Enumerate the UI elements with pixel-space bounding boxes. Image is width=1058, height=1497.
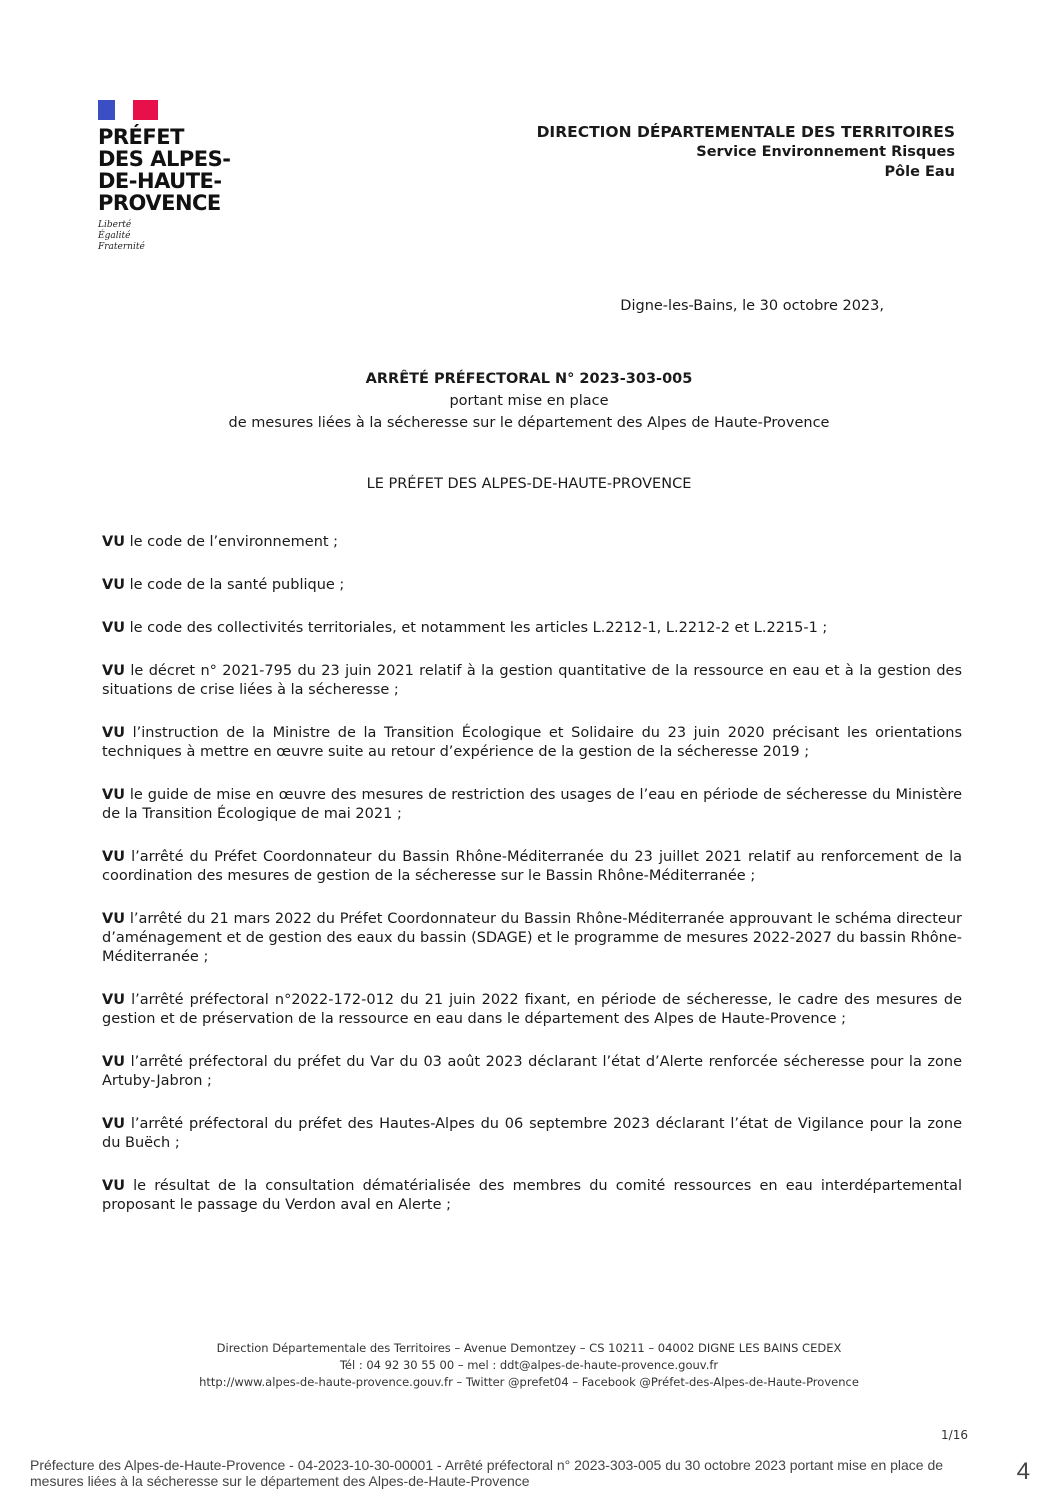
vu-keyword: VU <box>102 910 125 927</box>
vu-item <box>102 786 962 824</box>
vu-text: le résultat de la consultation dématérialisée des membres du comité ressources en eau interdépartemental proposant le passage du Verdon aval en Alerte ; <box>102 1177 962 1213</box>
logo-name-line: DES ALPES- <box>98 147 231 171</box>
vu-keyword: VU <box>102 786 125 803</box>
vu-keyword: VU <box>102 1053 125 1070</box>
motto-line: Égalité <box>98 231 131 241</box>
logo-name-line: DE-HAUTE- <box>98 169 222 193</box>
vu-item <box>102 1115 962 1153</box>
vu-text: le code des collectivités territoriales, et notamment les articles L.2212-1, L.2212-2 et L.2215-1 ; <box>129 619 828 636</box>
vu-keyword: VU <box>102 1115 125 1132</box>
french-flag-icon <box>98 100 158 120</box>
document-caption: Préfecture des Alpes-de-Haute-Provence - 04-2023-10-30-00001 - Arrêté préfectoral n° 2023-303-005 du 30 octobre 2023 portant mise en place de mesures liées à la sécheresse sur le département des Alpes-de-Haute-Provence <box>30 1457 944 1489</box>
vu-keyword: VU <box>102 576 125 593</box>
vu-text: l’arrêté préfectoral du préfet du Var du 03 août 2023 déclarant l’état d’Alerte renforcée sécheresse pour la zone Artuby-Jabron ; <box>102 1053 963 1089</box>
vu-keyword: VU <box>102 619 125 636</box>
vu-item <box>102 1177 962 1215</box>
vu-item <box>102 533 962 552</box>
vu-text: le décret n° 2021-795 du 23 juin 2021 relatif à la gestion quantitative de la ressource en eau et à la gestion des situations de crise liées à la sécheresse ; <box>102 662 963 698</box>
arrete-title-block <box>0 368 1058 434</box>
vu-item <box>102 848 962 886</box>
motto-line: Liberté <box>98 220 132 230</box>
vu-item <box>102 619 962 638</box>
vu-keyword: VU <box>102 991 125 1008</box>
letter-footer <box>0 1340 1058 1391</box>
republic-motto <box>98 220 258 253</box>
vu-text: l’arrêté préfectoral n°2022-172-012 du 21 juin 2022 fixant, en période de sécheresse, le cadre des mesures de gestion et de préservation de la ressource en eau dans le département des Alpes de Haute-Provence ; <box>102 991 962 1027</box>
vu-keyword: VU <box>102 533 125 550</box>
vu-text: l’arrêté préfectoral du préfet des Hautes-Alpes du 06 septembre 2023 déclarant l’état de Vigilance pour la zone du Buëch ; <box>102 1115 962 1151</box>
logo-name-line: PRÉFET <box>98 125 184 149</box>
vu-text: l’instruction de la Ministre de la Transition Écologique et Solidaire du 23 juin 2020 précisant les orientations techniques à mettre en œuvre suite au retour d’expérience de la gestion de la sécheresse 2019 ; <box>102 724 962 760</box>
footer-links: http://www.alpes-de-haute-provence.gouv.fr – Twitter @prefet04 – Facebook @Préfet-des-Alpes-de-Haute-Provence <box>199 1375 859 1389</box>
vu-text: le code de l’environnement ; <box>129 533 339 550</box>
vu-list <box>102 518 962 1239</box>
vu-keyword: VU <box>102 848 125 865</box>
vu-item <box>102 910 962 967</box>
issuing-service-header <box>537 122 955 182</box>
direction-name: DIRECTION DÉPARTEMENTALE DES TERRITOIRES <box>536 123 955 141</box>
date-line: Digne-les-Bains, le 30 octobre 2023, <box>620 298 884 314</box>
vu-item <box>102 662 962 700</box>
vu-keyword: VU <box>102 1177 125 1194</box>
service-name: Service Environnement Risques <box>696 144 955 160</box>
arrete-subtitle: portant mise en place <box>449 393 609 409</box>
arrete-subtitle: de mesures liées à la sécheresse sur le département des Alpes de Haute-Provence <box>228 415 830 431</box>
motto-line: Fraternité <box>98 242 145 252</box>
vu-keyword: VU <box>102 724 125 741</box>
vu-keyword: VU <box>102 662 125 679</box>
prefet-line: LE PRÉFET DES ALPES-DE-HAUTE-PROVENCE <box>366 476 692 492</box>
vu-text: le guide de mise en œuvre des mesures de restriction des usages de l’eau en période de sécheresse du Ministère de la Transition Écologique de mai 2021 ; <box>102 786 962 822</box>
pole-name: Pôle Eau <box>884 164 955 180</box>
vu-item <box>102 1053 962 1091</box>
vu-item <box>102 576 962 595</box>
page-number: 1/16 <box>941 1428 968 1442</box>
vu-text: l’arrêté du 21 mars 2022 du Préfet Coordonnateur du Bassin Rhône-Méditerranée approuvant le schéma directeur d’aménagement et de gestion des eaux du bassin (SDAGE) et le programme de mesures 2022-2027 du bassin Rhône-Méditerranée ; <box>102 910 962 965</box>
vu-text: le code de la santé publique ; <box>129 576 345 593</box>
logo-name-line: PROVENCE <box>98 191 221 215</box>
vu-item <box>102 724 962 762</box>
logo-name <box>98 126 258 214</box>
arrete-title: ARRÊTÉ PRÉFECTORAL N° 2023-303-005 <box>365 371 693 387</box>
footer-address: Direction Départementale des Territoires – Avenue Demontzey – CS 10211 – 04002 DIGNE LES BAINS CEDEX <box>216 1341 842 1355</box>
vu-item <box>102 991 962 1029</box>
prefecture-logo <box>98 100 258 253</box>
footer-contact: Tél : 04 92 30 55 00 – mel : ddt@alpes-de-haute-provence.gouv.fr <box>339 1358 719 1372</box>
recueil-page-number: 4 <box>1016 1458 1030 1485</box>
vu-text: l’arrêté du Préfet Coordonnateur du Bassin Rhône-Méditerranée du 23 juillet 2021 relatif au renforcement de la coordination des mesures de gestion de la sécheresse sur le Bassin Rhône-Méditerranée ; <box>102 848 963 884</box>
